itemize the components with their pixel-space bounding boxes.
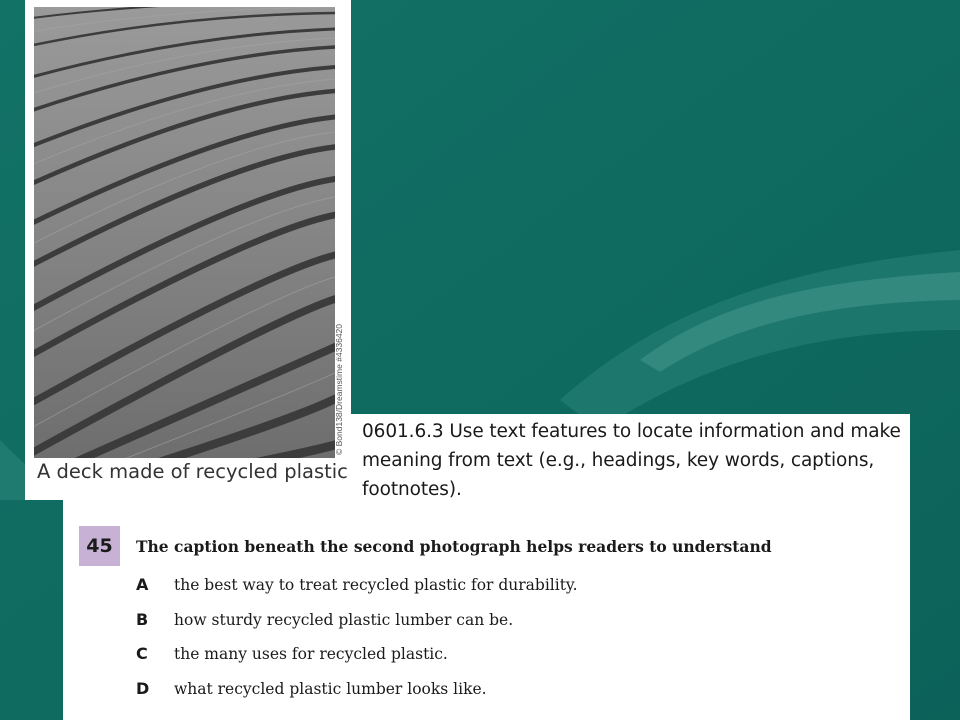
question-stem: The caption beneath the second photograph helps readers to understand bbox=[136, 537, 772, 556]
photo-card bbox=[25, 0, 351, 500]
answer-option-a[interactable] bbox=[136, 575, 836, 599]
option-text: how sturdy recycled plastic lumber can be. bbox=[174, 611, 514, 629]
photo-caption: A deck made of recycled plastic bbox=[37, 460, 348, 483]
answer-option-c[interactable] bbox=[136, 644, 836, 668]
photo-credit: © Bond138/Dreamstime #4336420 bbox=[334, 323, 344, 455]
answer-option-d[interactable] bbox=[136, 679, 836, 703]
answer-option-b[interactable] bbox=[136, 610, 836, 634]
option-letter: B bbox=[136, 610, 149, 629]
standard-box bbox=[351, 414, 910, 500]
option-letter: A bbox=[136, 575, 149, 594]
question-number-badge: 45 bbox=[79, 526, 120, 566]
option-text: the many uses for recycled plastic. bbox=[174, 645, 448, 663]
standard-heading: 0601.6.3 Use text features to locate information and make meaning from text (e.g., headings, key words, captions, footnotes). bbox=[362, 421, 901, 500]
deck-photo bbox=[34, 7, 335, 458]
option-text: the best way to treat recycled plastic for durability. bbox=[174, 576, 578, 594]
option-letter: C bbox=[136, 644, 148, 663]
option-letter: D bbox=[136, 679, 150, 698]
option-text: what recycled plastic lumber looks like. bbox=[174, 680, 487, 698]
